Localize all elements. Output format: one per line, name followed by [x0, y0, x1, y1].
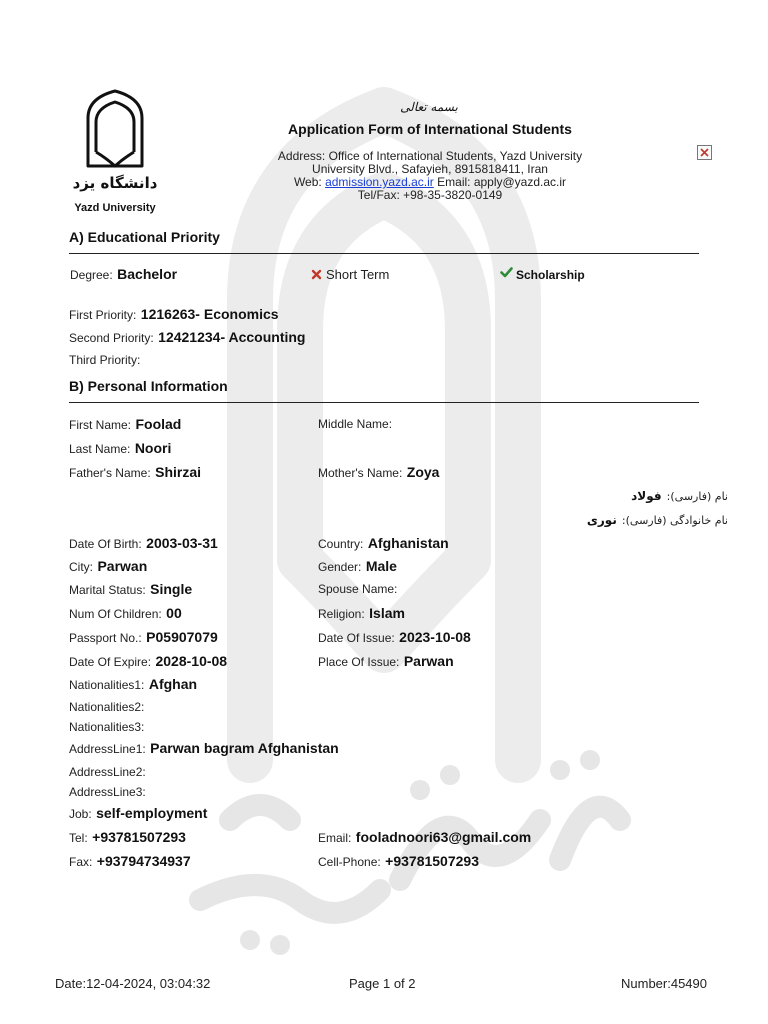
nationality-1-label: Nationalities1: [69, 678, 145, 692]
persian-first-name-label: نام (فارسی): [666, 490, 728, 503]
date-of-expire-field [69, 652, 227, 671]
last-name-value: Noori [134, 440, 172, 456]
first-name-field [69, 415, 181, 434]
date-of-issue-field [318, 628, 471, 647]
place-of-issue-field [318, 652, 454, 671]
city-label: City: [69, 560, 93, 574]
father-name-label: Father's Name: [69, 466, 151, 480]
footer-page-number: Page 1 of 2 [349, 976, 416, 991]
job-value: self-employment [96, 805, 208, 821]
address-line-1-label: AddressLine1: [69, 742, 146, 756]
nationality-2-field [69, 697, 144, 716]
place-of-issue-value: Parwan [403, 653, 454, 669]
scholarship-option [500, 266, 585, 284]
first-name-value: Foolad [135, 416, 182, 432]
first-name-label: First Name: [69, 418, 132, 432]
broken-image-icon [697, 145, 712, 160]
persian-first-name-value: فولاد [631, 489, 662, 503]
persian-last-name-value: نوری [586, 513, 617, 527]
cell-phone-label: Cell-Phone: [318, 855, 381, 869]
degree-field [70, 265, 177, 284]
address-line-3-field [69, 782, 146, 801]
date-of-issue-value: 2023-10-08 [399, 629, 471, 645]
logo-caption: Yazd University [74, 202, 156, 214]
passport-value: P05907079 [146, 629, 218, 645]
gender-label: Gender: [318, 560, 362, 574]
admission-website-link[interactable]: admission.yazd.ac.ir [325, 175, 434, 189]
cross-icon [311, 269, 322, 280]
address-line-1-field [69, 739, 339, 758]
first-priority-label: First Priority: [69, 308, 137, 322]
first-priority-value: 1216263- Economics [140, 306, 279, 322]
nationality-3-field [69, 717, 144, 736]
mother-name-field [318, 463, 439, 482]
city-field [69, 557, 147, 576]
place-of-issue-label: Place Of Issue: [318, 655, 400, 669]
passport-label: Passport No.: [69, 631, 142, 645]
email-label: Email: [318, 831, 352, 845]
job-label: Job: [69, 807, 92, 821]
spouse-name-field [318, 579, 397, 598]
country-label: Country: [318, 537, 364, 551]
last-name-label: Last Name: [69, 442, 131, 456]
short-term-label: Short Term [326, 267, 390, 282]
nationality-2-label: Nationalities2: [69, 700, 145, 714]
logo-persian-text: دانشگاه یزد [72, 174, 158, 192]
address-line-2-label: AddressLine2: [69, 765, 146, 779]
address-line-1-value: Parwan bagram Afghanistan [150, 740, 339, 756]
tel-field [69, 828, 186, 847]
gender-value: Male [365, 558, 397, 574]
section-b-title: B) Personal Information [69, 378, 228, 394]
city-value: Parwan [97, 558, 148, 574]
persian-first-name-field [631, 486, 728, 506]
spouse-name-label: Spouse Name: [318, 582, 398, 596]
fax-label: Fax: [69, 855, 93, 869]
footer-form-number: Number:45490 [621, 976, 707, 991]
third-priority-label: Third Priority: [69, 353, 141, 367]
tel-value: +93781507293 [92, 829, 186, 845]
cell-phone-field [318, 852, 479, 871]
date-of-expire-value: 2028-10-08 [155, 653, 228, 669]
persian-last-name-label: نام خانوادگی (فارسی): [621, 514, 728, 527]
second-priority-field [69, 328, 305, 347]
nationality-1-value: Afghan [148, 676, 198, 692]
mother-name-label: Mother's Name: [318, 466, 403, 480]
marital-status-label: Marital Status: [69, 583, 146, 597]
address-line-2: University Blvd., Safayieh, 8915818411, Iran [312, 162, 548, 176]
num-children-label: Num Of Children: [69, 607, 162, 621]
nationality-3-label: Nationalities3: [69, 720, 145, 734]
religion-field [318, 604, 405, 623]
nationality-1-field [69, 675, 197, 694]
section-b-divider [69, 402, 699, 403]
address-line-1: Address: Office of International Students, Yazd University [277, 149, 583, 163]
short-term-option [311, 266, 389, 284]
university-emblem-icon [70, 88, 160, 172]
third-priority-field [69, 350, 140, 369]
address-line-3-label: AddressLine3: [69, 785, 146, 799]
date-of-birth-field [69, 534, 218, 553]
telfax-line: Tel/Fax: +98-35-3820-0149 [357, 188, 503, 202]
bismillah: بسمه تعالی [400, 100, 458, 114]
university-logo [70, 88, 160, 218]
section-a-divider [69, 253, 699, 254]
persian-last-name-field [587, 510, 728, 530]
middle-name-field [318, 414, 392, 433]
last-name-field [69, 439, 171, 458]
fax-value: +93794734937 [96, 853, 191, 869]
footer-date: Date:12-04-2024, 03:04:32 [55, 976, 211, 991]
father-name-value: Shirzai [155, 464, 202, 480]
num-children-field [69, 604, 182, 623]
degree-value: Bachelor [117, 266, 178, 282]
num-children-value: 00 [166, 605, 182, 621]
religion-value: Islam [369, 605, 405, 621]
second-priority-label: Second Priority: [69, 331, 154, 345]
job-field [69, 804, 207, 823]
date-of-birth-label: Date Of Birth: [69, 537, 142, 551]
second-priority-value: 12421234- Accounting [158, 329, 306, 345]
marital-status-field [69, 580, 192, 599]
marital-status-value: Single [150, 581, 193, 597]
degree-label: Degree: [70, 268, 113, 282]
first-priority-field [69, 305, 279, 324]
scholarship-label: Scholarship [516, 268, 585, 282]
religion-label: Religion: [318, 607, 365, 621]
country-value: Afghanistan [367, 535, 449, 551]
mother-name-value: Zoya [406, 464, 440, 480]
date-of-expire-label: Date Of Expire: [69, 655, 152, 669]
web-label: Web: [293, 175, 322, 189]
email-field [318, 828, 531, 847]
email-value: fooladnoori63@gmail.com [355, 829, 532, 845]
section-a-title: A) Educational Priority [69, 229, 220, 245]
date-of-birth-value: 2003-03-31 [146, 535, 218, 551]
cell-phone-value: +93781507293 [385, 853, 479, 869]
father-name-field [69, 463, 201, 482]
date-of-issue-label: Date Of Issue: [318, 631, 395, 645]
country-field [318, 534, 449, 553]
address-line-2-field [69, 762, 146, 781]
email-contact: Email: apply@yazd.ac.ir [437, 175, 567, 189]
tel-label: Tel: [69, 831, 88, 845]
checkmark-icon [500, 267, 513, 278]
fax-field [69, 852, 191, 871]
gender-field [318, 557, 397, 576]
passport-field [69, 628, 218, 647]
form-title: Application Form of International Students [288, 121, 572, 137]
middle-name-label: Middle Name: [318, 417, 393, 431]
